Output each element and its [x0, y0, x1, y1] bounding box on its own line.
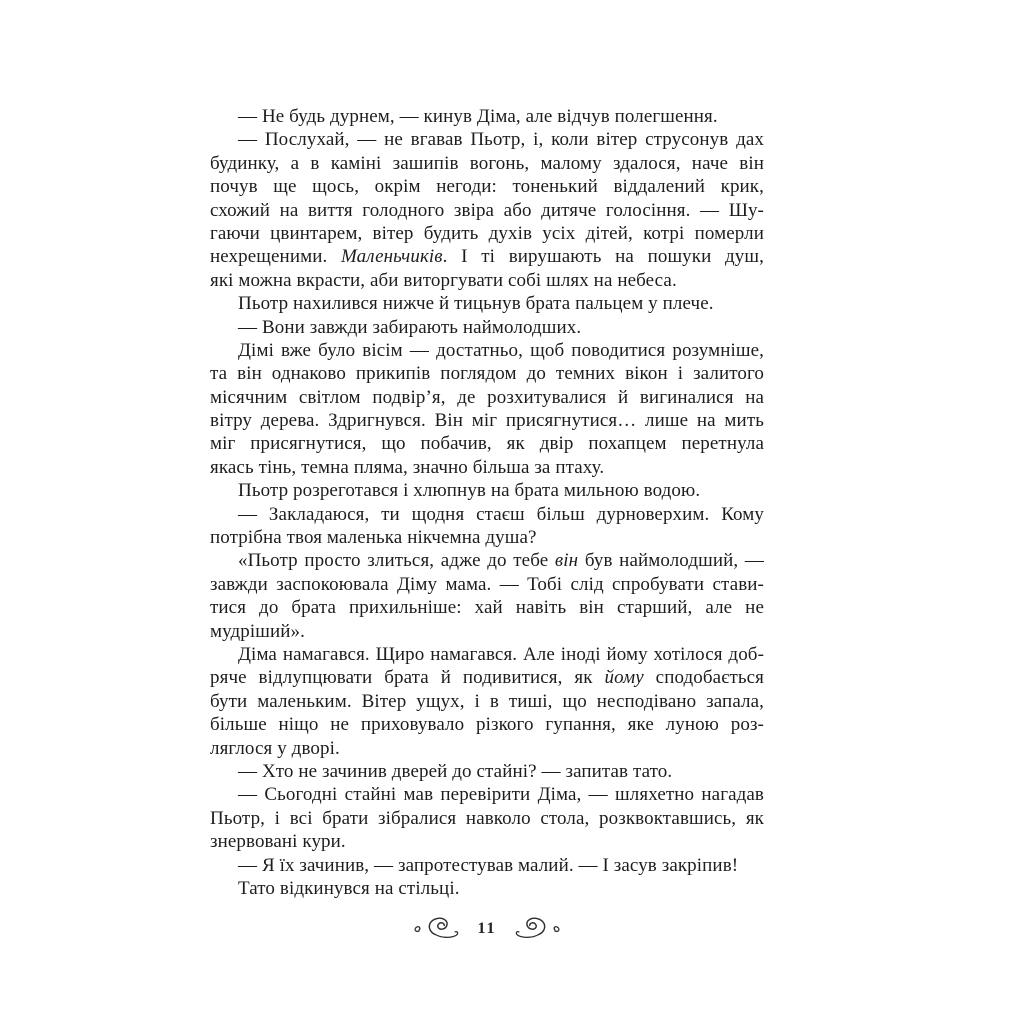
paragraph [210, 643, 764, 760]
paragraph [210, 479, 764, 502]
text-line: місячним світлом подвір’я, де розхитувалися й вигиналися на [210, 386, 764, 408]
paragraph [210, 549, 764, 643]
paragraph [210, 503, 764, 550]
page-footer [210, 912, 764, 948]
flourish-right-icon [509, 916, 563, 944]
text-line: — Хто не зачинив дверей до стайні? — запитав тато. [238, 760, 673, 782]
paragraph [210, 128, 764, 292]
text-line: ряче відлупцювати брата й подивитися, як йому сподобається [210, 667, 764, 689]
text-line: ляглося у дворі. [210, 737, 340, 759]
paragraph [210, 760, 764, 783]
text-line: — Сьогодні стайні мав перевірити Діма, — шляхетно нагадав [238, 784, 764, 806]
text-line: почув ще щось, окрім негоди: тоненький віддалений крик, [210, 176, 764, 198]
text-line: Пьотр розреготався і хлюпнув на брата мильною водою. [238, 480, 701, 502]
text-line: — Закладаюся, ти щодня стаєш більш дурноверхим. Кому [238, 503, 764, 525]
paragraph [210, 877, 764, 900]
text-line: міг присягнутися, що побачив, як двір похапцем перетнула [210, 433, 764, 455]
text-line: більше ніщо не приховувало різкого гупання, яке луною роз- [210, 714, 764, 736]
paragraph [210, 316, 764, 339]
text-line: — Не будь дурнем, — кинув Діма, але відчув полегшення. [238, 106, 718, 127]
text-line: Діма намагався. Щиро намагався. Але іноді йому хотілося доб- [238, 643, 764, 665]
text-line: та він однаково прикипів поглядом до темних вікон і залитого [210, 363, 764, 385]
text-line: — Послухай, — не вгавав Пьотр, і, коли вітер струсонув дах [238, 129, 764, 151]
paragraph [210, 854, 764, 877]
paragraph [210, 339, 764, 479]
paragraph [210, 292, 764, 315]
text-line: Дімі вже було вісім — достатньо, щоб поводитися розумніше, [238, 339, 764, 361]
text-line: схожий на виття голодного звіра або дитяче голосіння. — Шу- [210, 199, 764, 221]
text-line: нехрещеними. Маленьчиків. І ті вирушають на пошуки душ, [210, 246, 764, 268]
paragraph [210, 783, 764, 853]
text-line: — Вони завжди забирають наймолодших. [238, 316, 582, 338]
text-line: вітру дерева. Здригнувся. Він міг присягнутися… лише на мить [210, 410, 764, 432]
text-line: потрібна твоя маленька нікчемна душа? [210, 527, 537, 549]
text-line: завжди заспокоювала Діму мама. — Тобі слід спробувати стави- [210, 573, 764, 595]
text-line: «Пьотр просто злиться, адже до тебе він був наймолодший, — [238, 550, 764, 572]
text-line: тися до брата прихильніше: хай навіть він старший, але не [210, 597, 764, 619]
page-number: 11 [477, 920, 497, 937]
text-line: якась тінь, темна пляма, значно більша за птаху. [210, 456, 605, 478]
text-line: які можна вкрасти, аби виторгувати собі шлях на небеса. [210, 269, 677, 291]
text-line: гаючи цвинтарем, вітер будить духів усіх дітей, котрі померли [210, 222, 764, 244]
text-line: знервовані кури. [210, 831, 346, 853]
text-line: Пьотр, і всі брати зібралися навколо стола, розквоктавшись, як [210, 807, 764, 829]
text-line: бути маленьким. Вітер ущух, і в тиші, що несподівано запала, [210, 690, 764, 712]
text-line: Пьотр нахилився нижче й тицьнув брата пальцем у плече. [238, 293, 714, 315]
text-line: мудріший». [210, 620, 305, 642]
text-line: — Я їх зачинив, — запротестував малий. — І засув закріпив! [238, 854, 739, 876]
text-block [210, 105, 764, 900]
text-line: Тато відкинувся на стільці. [238, 877, 460, 899]
text-line: будинку, а в каміні зашипів вогонь, малому здалося, наче він [210, 152, 764, 174]
flourish-left-icon [411, 916, 465, 944]
paragraph [210, 105, 764, 128]
